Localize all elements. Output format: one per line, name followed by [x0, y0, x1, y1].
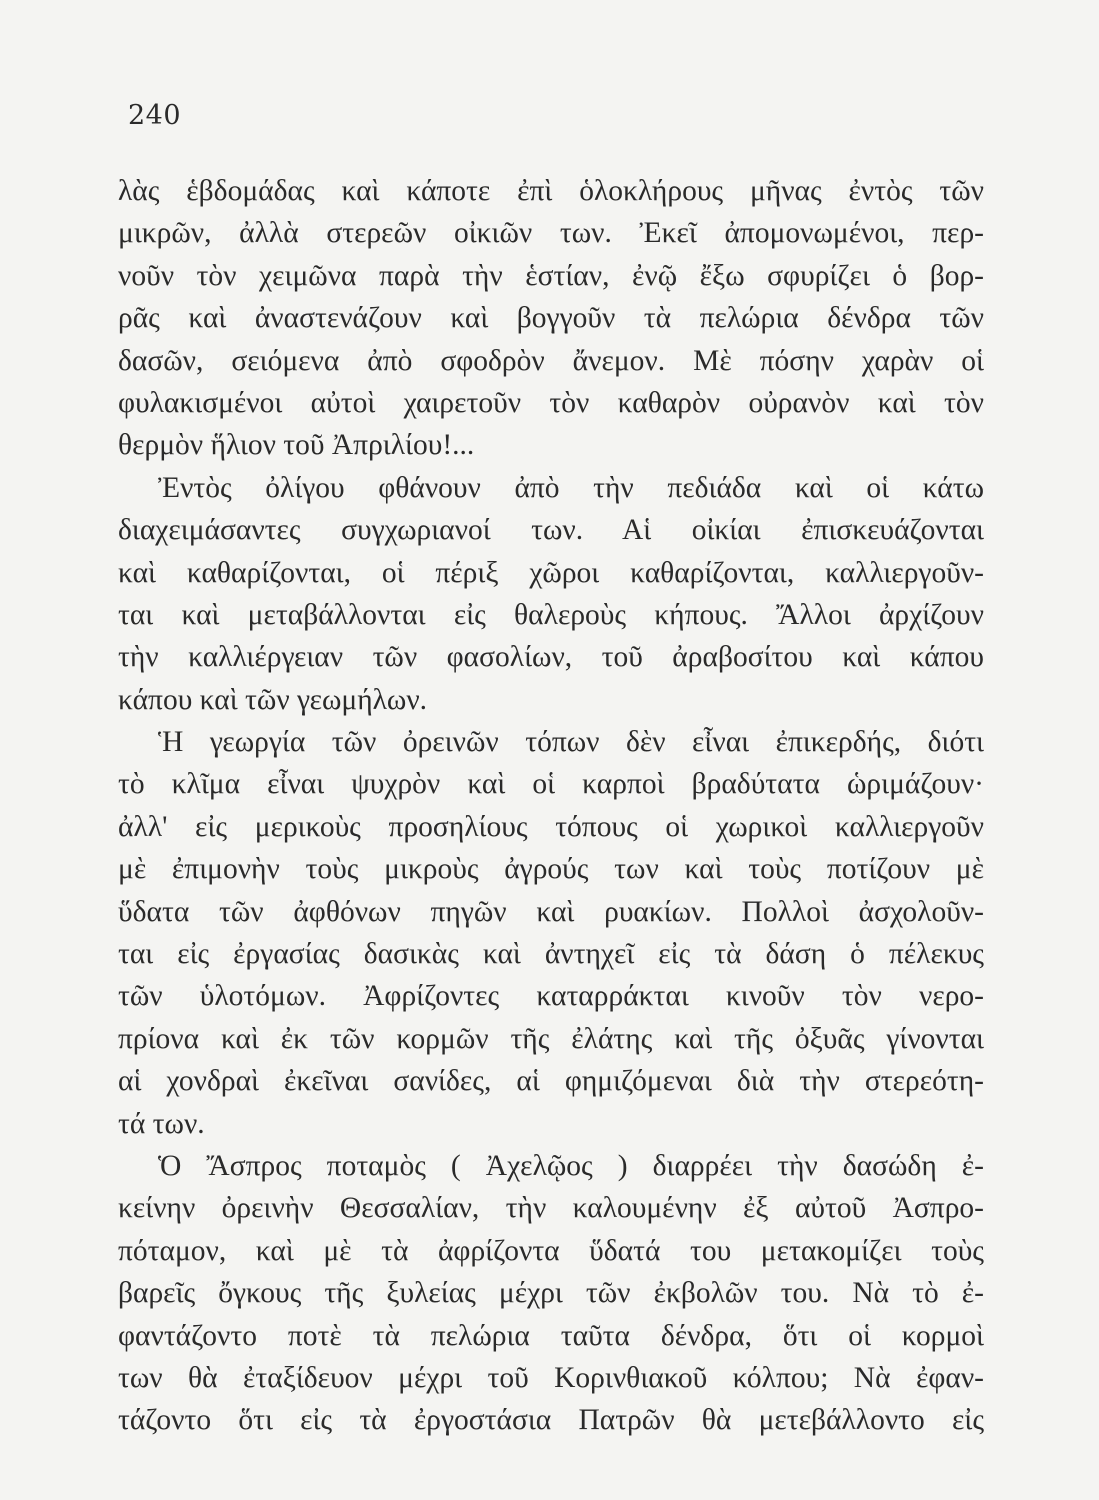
text-line: ται εἰς ἐργασίας δασικὰς καὶ ἀντηχεῖ εἰς τὰ δάση ὁ πέλεκυς: [118, 938, 984, 971]
paragraph-2: [118, 467, 984, 721]
text-line: ται καὶ μεταβάλλονται εἰς θαλεροὺς κήπους. Ἄλλοι ἀρχίζουν: [118, 598, 984, 631]
text-line: θερμὸν ἥλιον τοῦ Ἀπριλίου!...: [118, 429, 475, 462]
text-line: μικρῶν, ἀλλὰ στερεῶν οἰκιῶν των. Ἐκεῖ ἀπομονωμένοι, περ-: [118, 217, 984, 250]
text-line: πρίονα καὶ ἐκ τῶν κορμῶν τῆς ἐλάτης καὶ τῆς ὀξυᾶς γίνονται: [118, 1022, 984, 1055]
text-line: ἀλλ' εἰς μερικοὺς προσηλίους τόπους οἱ χωρικοὶ καλλιεργοῦν: [118, 810, 984, 843]
text-line: λὰς ἑβδομάδας καὶ κάποτε ἐπὶ ὁλοκλήρους μῆνας ἐντὸς τῶν: [118, 175, 984, 207]
text-line: Ὁ Ἄσπρος ποταμὸς ( Ἀχελῷος ) διαρρέει τὴν δασώδη ἐ-: [158, 1149, 984, 1182]
text-line: φυλακισμένοι αὐτοὶ χαιρετοῦν τὸν καθαρὸν οὐρανὸν καὶ τὸν: [118, 386, 984, 419]
text-line: διαχειμάσαντες συγχωριανοί των. Αἱ οἰκίαι ἐπισκευάζονται: [118, 514, 984, 547]
text-line: τά των.: [118, 1107, 205, 1140]
text-line: κάπου καὶ τῶν γεωμήλων.: [118, 683, 428, 716]
text-line: μὲ ἐπιμονὴν τοὺς μικροὺς ἀγρούς των καὶ τοὺς ποτίζουν μὲ: [118, 853, 984, 886]
paragraph-3: [118, 721, 984, 1145]
text-line: τάζοντο ὅτι εἰς τὰ ἐργοστάσια Πατρῶν θὰ μετεβάλλοντο εἰς: [118, 1404, 984, 1437]
text-line: πόταμον, καὶ μὲ τὰ ἀφρίζοντα ὕδατά του μετακομίζει τοὺς: [118, 1234, 984, 1267]
text-line: δασῶν, σειόμενα ἀπὸ σφοδρὸν ἄνεμον. Μὲ πόσην χαρὰν οἱ: [118, 344, 984, 377]
text-line: τὴν καλλιέργειαν τῶν φασολίων, τοῦ ἀραβοσίτου καὶ κάπου: [118, 641, 984, 674]
text-line: των θὰ ἐταξίδευον μέχρι τοῦ Κορινθιακοῦ κόλπου; Νὰ ἐφαν-: [118, 1361, 984, 1394]
text-line: Ἐντὸς ὀλίγου φθάνουν ἀπὸ τὴν πεδιάδα καὶ οἱ κάτω: [158, 471, 984, 504]
paragraph-1: [118, 170, 984, 467]
text-line: κείνην ὀρεινὴν Θεσσαλίαν, τὴν καλουμένην ἐξ αὐτοῦ Ἀσπρο-: [118, 1192, 984, 1225]
text-line: αἱ χονδραὶ ἐκεῖναι σανίδες, αἱ φημιζόμεναι διὰ τὴν στερεότη-: [118, 1065, 984, 1098]
text-line: ρᾶς καὶ ἀναστενάζουν καὶ βογγοῦν τὰ πελώρια δένδρα τῶν: [118, 302, 984, 335]
text-line: Ἡ γεωργία τῶν ὀρεινῶν τόπων δὲν εἶναι ἐπικερδής, διότι: [158, 726, 984, 759]
text-line: φαντάζοντο ποτὲ τὰ πελώρια ταῦτα δένδρα, ὅτι οἱ κορμοὶ: [118, 1319, 984, 1352]
paragraph-4: [118, 1145, 984, 1442]
body-text: [118, 170, 984, 1442]
text-line: καὶ καθαρίζονται, οἱ πέριξ χῶροι καθαρίζονται, καλλιεργοῦν-: [118, 556, 984, 589]
text-line: νοῦν τὸν χειμῶνα παρὰ τὴν ἑστίαν, ἐνῷ ἔξω σφυρίζει ὁ βορ-: [118, 259, 984, 292]
page-number: 240: [128, 100, 182, 131]
text-line: τὸ κλῖμα εἶναι ψυχρὸν καὶ οἱ καρποὶ βραδύτατα ὡριμάζουν·: [118, 768, 984, 801]
text-line: βαρεῖς ὄγκους τῆς ξυλείας μέχρι τῶν ἐκβολῶν του. Νὰ τὸ ἐ-: [118, 1277, 984, 1310]
text-line: τῶν ὑλοτόμων. Ἀφρίζοντες καταρράκται κινοῦν τὸν νερο-: [118, 980, 984, 1013]
text-line: ὕδατα τῶν ἀφθόνων πηγῶν καὶ ρυακίων. Πολλοὶ ἀσχολοῦν-: [118, 895, 984, 928]
